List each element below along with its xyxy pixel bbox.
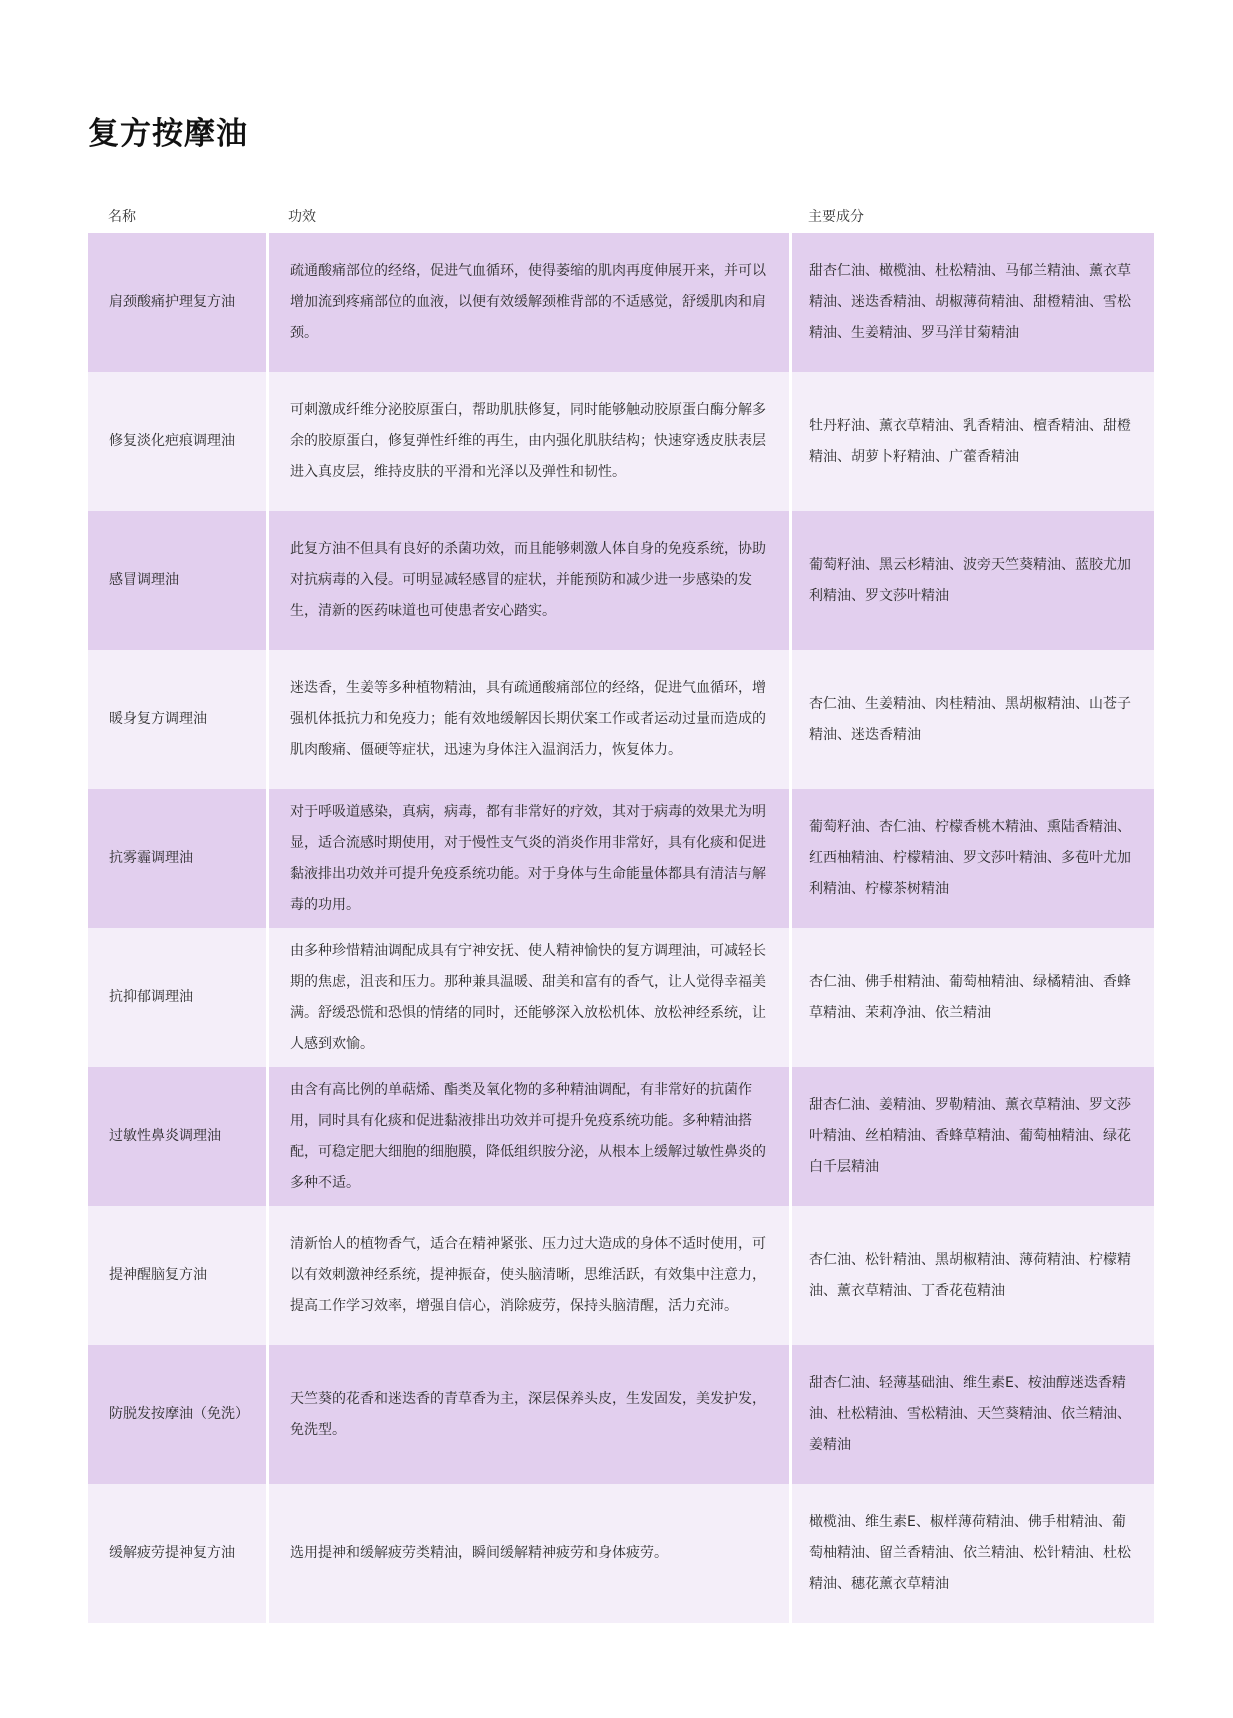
row-ingredients: 葡萄籽油、黑云杉精油、波旁天竺葵精油、蓝胶尤加利精油、罗文莎叶精油: [792, 511, 1154, 650]
row-name: 修复淡化疤痕调理油: [88, 372, 266, 511]
column-header-ingredients: 主要成分: [808, 209, 864, 225]
table-row: [88, 1067, 1154, 1206]
column-header-name: 名称: [108, 209, 136, 225]
row-effect: 清新怡人的植物香气，适合在精神紧张、压力过大造成的身体不适时使用，可以有效刺激神经系统，提神振奋，使头脑清晰，思维活跃，有效集中注意力，提高工作学习效率，增强自信心，消除疲劳，保持头脑清醒，活力充沛。: [269, 1206, 789, 1345]
table-row: [88, 789, 1154, 928]
table-header: [88, 206, 1154, 230]
row-ingredients: 甜杏仁油、轻薄基础油、维生素E、桉油醇迷迭香精油、杜松精油、雪松精油、天竺葵精油、依兰精油、姜精油: [792, 1345, 1154, 1484]
row-ingredients: 杏仁油、佛手柑精油、葡萄柚精油、绿橘精油、香蜂草精油、茉莉净油、依兰精油: [792, 928, 1154, 1067]
row-ingredients: 甜杏仁油、橄榄油、杜松精油、马郁兰精油、薰衣草精油、迷迭香精油、胡椒薄荷精油、甜橙精油、雪松精油、生姜精油、罗马洋甘菊精油: [792, 233, 1154, 372]
row-name: 抗雾霾调理油: [88, 789, 266, 928]
row-effect: 可刺激成纤维分泌胶原蛋白，帮助肌肤修复，同时能够触动胶原蛋白酶分解多余的胶原蛋白，修复弹性纤维的再生，由内强化肌肤结构；快速穿透皮肤表层进入真皮层，维持皮肤的平滑和光泽以及弹性和韧性。: [269, 372, 789, 511]
row-effect: 选用提神和缓解疲劳类精油，瞬间缓解精神疲劳和身体疲劳。: [269, 1484, 789, 1623]
row-effect: 迷迭香，生姜等多种植物精油，具有疏通酸痛部位的经络，促进气血循环，增强机体抵抗力和免疫力；能有效地缓解因长期伏案工作或者运动过量而造成的肌肉酸痛、僵硬等症状，迅速为身体注入温润活力，恢复体力。: [269, 650, 789, 789]
row-name: 暖身复方调理油: [88, 650, 266, 789]
row-ingredients: 橄榄油、维生素E、椒样薄荷精油、佛手柑精油、葡萄柚精油、留兰香精油、依兰精油、松针精油、杜松精油、穗花薰衣草精油: [792, 1484, 1154, 1623]
row-ingredients: 牡丹籽油、薰衣草精油、乳香精油、檀香精油、甜橙精油、胡萝卜籽精油、广藿香精油: [792, 372, 1154, 511]
row-name: 抗抑郁调理油: [88, 928, 266, 1067]
column-header-effect: 功效: [288, 209, 316, 225]
row-ingredients: 杏仁油、生姜精油、肉桂精油、黑胡椒精油、山苍子精油、迷迭香精油: [792, 650, 1154, 789]
row-effect: 天竺葵的花香和迷迭香的青草香为主，深层保养头皮，生发固发，美发护发，免洗型。: [269, 1345, 789, 1484]
page-title: 复方按摩油: [88, 116, 248, 152]
row-effect: 疏通酸痛部位的经络，促进气血循环，使得萎缩的肌肉再度伸展开来，并可以增加流到疼痛部位的血液，以便有效缓解颈椎背部的不适感觉，舒缓肌肉和肩颈。: [269, 233, 789, 372]
table-row: [88, 1484, 1154, 1623]
row-effect: 此复方油不但具有良好的杀菌功效，而且能够刺激人体自身的免疫系统，协助对抗病毒的入侵。可明显减轻感冒的症状，并能预防和减少进一步感染的发生，清新的医药味道也可使患者安心踏实。: [269, 511, 789, 650]
table-row: [88, 511, 1154, 650]
row-name: 过敏性鼻炎调理油: [88, 1067, 266, 1206]
table-row: [88, 928, 1154, 1067]
row-name: 感冒调理油: [88, 511, 266, 650]
row-ingredients: 甜杏仁油、姜精油、罗勒精油、薰衣草精油、罗文莎叶精油、丝柏精油、香蜂草精油、葡萄柚精油、绿花白千层精油: [792, 1067, 1154, 1206]
oil-table: [88, 233, 1154, 1623]
row-effect: 由多种珍惜精油调配成具有宁神安抚、使人精神愉快的复方调理油，可减轻长期的焦虑，沮丧和压力。那种兼具温暖、甜美和富有的香气，让人觉得幸福美满。舒缓恐慌和恐惧的情绪的同时，还能够深入放松机体、放松神经系统，让人感到欢愉。: [269, 928, 789, 1067]
row-name: 缓解疲劳提神复方油: [88, 1484, 266, 1623]
table-row: [88, 650, 1154, 789]
row-name: 提神醒脑复方油: [88, 1206, 266, 1345]
table-row: [88, 1345, 1154, 1484]
table-row: [88, 1206, 1154, 1345]
row-name: 防脱发按摩油（免洗）: [88, 1345, 266, 1484]
row-ingredients: 杏仁油、松针精油、黑胡椒精油、薄荷精油、柠檬精油、薰衣草精油、丁香花苞精油: [792, 1206, 1154, 1345]
row-ingredients: 葡萄籽油、杏仁油、柠檬香桃木精油、熏陆香精油、红西柚精油、柠檬精油、罗文莎叶精油、多苞叶尤加利精油、柠檬茶树精油: [792, 789, 1154, 928]
table-row: [88, 372, 1154, 511]
table-row: [88, 233, 1154, 372]
row-effect: 对于呼吸道感染，真病，病毒，都有非常好的疗效，其对于病毒的效果尤为明显，适合流感时期使用，对于慢性支气炎的消炎作用非常好，具有化痰和促进黏液排出功效并可提升免疫系统功能。对于身体与生命能量体都具有清洁与解毒的功用。: [269, 789, 789, 928]
row-effect: 由含有高比例的单萜烯、酯类及氧化物的多种精油调配，有非常好的抗菌作用，同时具有化痰和促进黏液排出功效并可提升免疫系统功能。多种精油搭配，可稳定肥大细胞的细胞膜，降低组织胺分泌，从根本上缓解过敏性鼻炎的多种不适。: [269, 1067, 789, 1206]
row-name: 肩颈酸痛护理复方油: [88, 233, 266, 372]
